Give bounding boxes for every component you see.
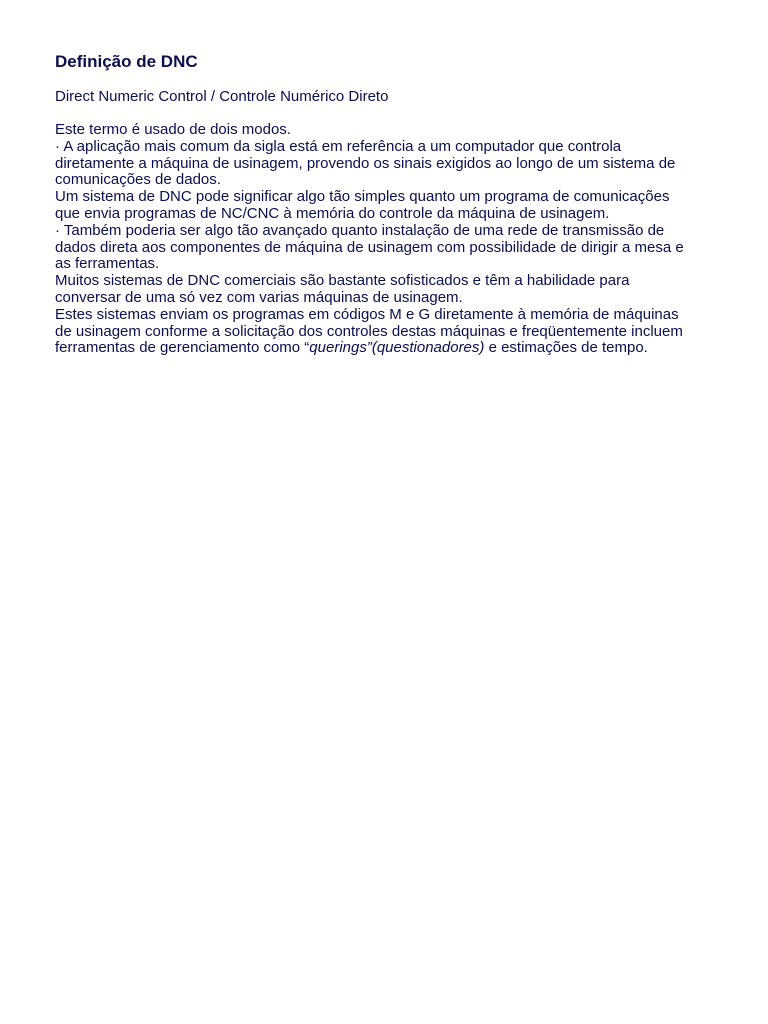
body-line: as ferramentas.	[55, 255, 160, 273]
body-line: que envia programas de NC/CNC à memória do controle da máquina de usinagem.	[55, 204, 610, 222]
document-subtitle: Direct Numeric Control / Controle Numérico Direto	[55, 88, 389, 105]
body-line-last	[55, 340, 735, 357]
document-title: Definição de DNC	[55, 52, 198, 71]
last-line-end: e estimações de tempo.	[484, 339, 648, 357]
document-body	[55, 122, 735, 357]
body-line: Muitos sistemas de DNC comerciais são bastante sofisticados e têm a habilidade para	[55, 272, 630, 290]
body-line: conversar de uma só vez com varias máquinas de usinagem.	[55, 288, 463, 306]
last-line-start: ferramentas de gerenciamento como “	[55, 339, 310, 357]
body-line: · Também poderia ser algo tão avançado quanto instalação de uma rede de transmissão de	[55, 221, 665, 239]
body-line: Um sistema de DNC pode significar algo tão simples quanto um programa de comunicações	[55, 188, 670, 206]
body-line: Este termo é usado de dois modos.	[55, 121, 291, 138]
body-line: dados direta aos componentes de máquina de usinagem com possibilidade de dirigir a mesa e	[55, 238, 684, 256]
body-line: · A aplicação mais comum da sigla está em referência a um computador que controla	[55, 137, 622, 155]
body-line: de usinagem conforme a solicitação dos controles destas máquinas e freqüentemente incluem	[55, 322, 683, 340]
body-line: comunicações de dados.	[55, 171, 221, 189]
body-line: diretamente a máquina de usinagem, provendo os sinais exigidos ao longo de um sistema de	[55, 154, 676, 172]
last-line-italic: querings”(questionadores)	[309, 339, 485, 357]
body-line: Estes sistemas enviam os programas em códigos M e G diretamente à memória de máquinas	[55, 305, 679, 323]
